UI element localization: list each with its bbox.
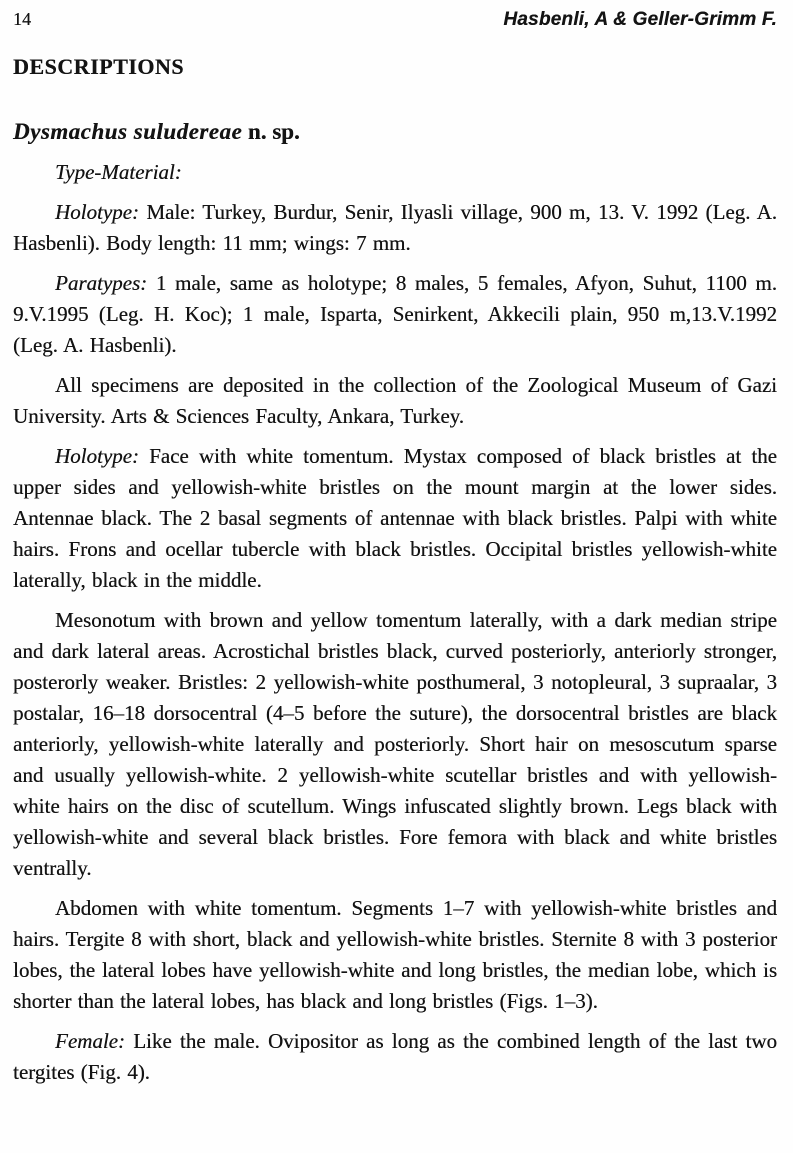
paragraph [13,893,777,1017]
paragraph [13,441,777,596]
species-heading [13,118,777,146]
page-number: 14 [13,9,31,29]
page-header [13,8,777,32]
paragraph [13,605,777,884]
paragraph [13,370,777,432]
paragraph-lead: Paratypes: [55,271,148,295]
paragraph-text: 1 male, same as holotype; 8 males, 5 females, Afyon, Suhut, 1100 m. 9.V.1995 (Leg. H. Koc); 1 male, Isparta, Senirkent, Akkecili plain, 950 m,13.V.1992 (Leg. A. Hasbenli). [13,271,778,357]
paragraph-lead: Female: [55,1029,125,1053]
paragraph-text: All specimens are deposited in the collection of the Zoological Museum of Gazi University. Arts & Sciences Faculty, Ankara, Turkey. [13,373,777,428]
body-paragraphs [13,157,777,1088]
paragraph-text: Mesonotum with brown and yellow tomentum laterally, with a dark median stripe and dark lateral areas. Acrostichal bristles black, curved posteriorly, anteriorly stronger, posterorly weaker. Bristles: 2 yellowish-white posthumeral, 3 notopleural, 3 supraalar, 3 postalar, 16–18 dorsocentral (4–5 before the suture), the dorsocentral bristles are black anteriorly, yellowish-white laterally and posteriorly. Short hair on mesoscutum sparse and usually yellowish-white. 2 yellowish-white scutellar bristles and with yellowish-white hairs on the disc of scutellum. Wings infuscated slightly brown. Legs black with yellowish-white and several black bristles. Fore femora with black and white bristles ventrally. [13,608,777,880]
paragraph-text: Like the male. Ovipositor as long as the combined length of the last two tergites (Fig. 4). [13,1029,778,1084]
paragraph-text: Face with white tomentum. Mystax composed of black bristles at the upper sides and yellowish-white bristles on the mount margin at the lower sides. Antennae black. The 2 basal segments of antennae with black bristles. Palpi with white hairs. Frons and ocellar tubercle with black bristles. Occipital bristles yellowish-white laterally, black in the middle. [13,444,777,592]
paragraph-lead: Holotype: [55,444,139,468]
species-name: Dysmachus suludereae [13,119,243,144]
paragraph [13,268,777,361]
paragraph-lead: Type-Material: [55,160,182,184]
species-suffix: n. sp. [242,119,300,144]
running-title: Hasbenli, A & Geller-Grimm F. [503,9,777,30]
paragraph [13,197,777,259]
paragraph-text: Male: Turkey, Burdur, Senir, Ilyasli village, 900 m, 13. V. 1992 (Leg. A. Hasbenli). Body length: 11 mm; wings: 7 mm. [13,200,778,255]
paragraph [13,1026,777,1088]
section-heading: DESCRIPTIONS [13,54,185,79]
paragraph-lead: Holotype: [55,200,139,224]
paragraph [13,157,777,188]
paragraph-text: Abdomen with white tomentum. Segments 1–7 with yellowish-white bristles and hairs. Tergite 8 with short, black and yellowish-white bristles. Sternite 8 with 3 posterior lobes, the lateral lobes have yellowish-white and long bristles, the median lobe, which is shorter than the lateral lobes, has black and long bristles (Figs. 1–3). [13,896,777,1013]
